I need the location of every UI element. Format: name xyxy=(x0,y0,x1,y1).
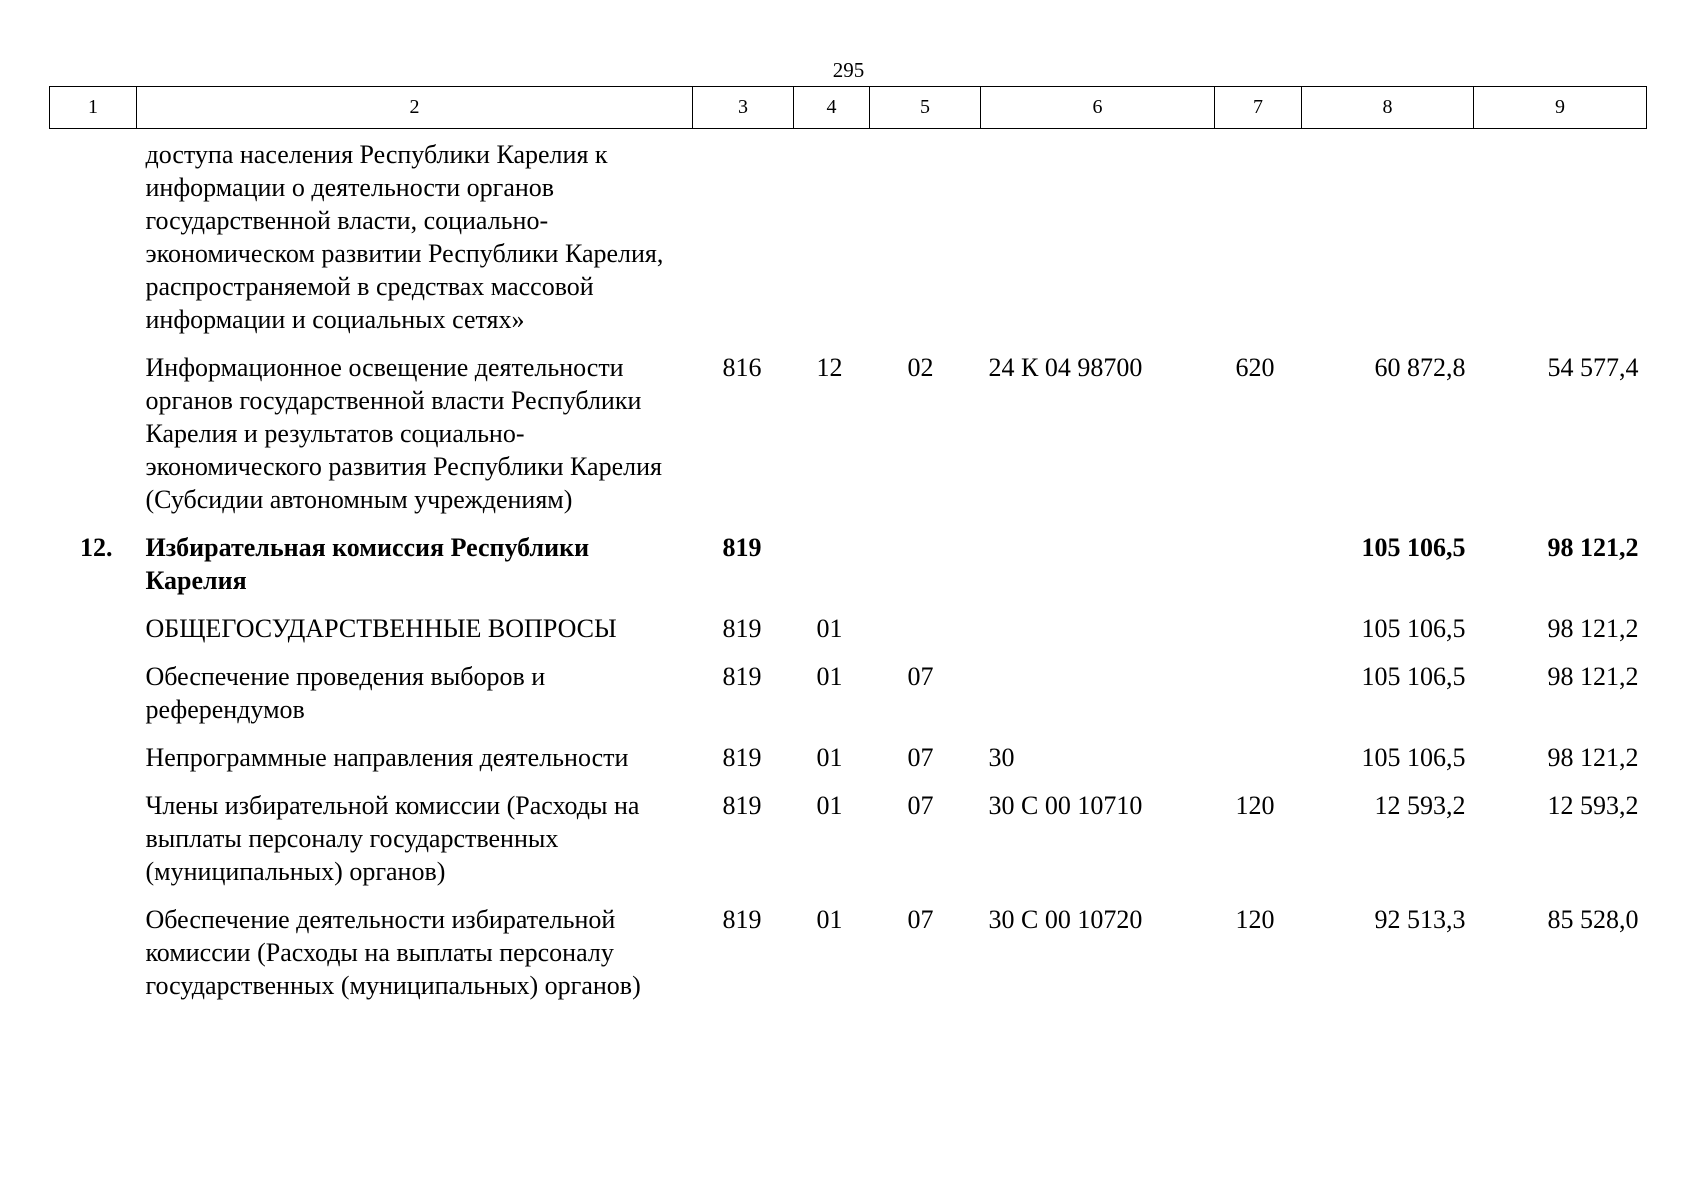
row-amount-col8: 60 872,8 xyxy=(1374,353,1466,382)
row-code-target xyxy=(981,531,1215,612)
row-amount-col9: 54 577,4 xyxy=(1547,353,1639,382)
column-header-4: 4 xyxy=(794,87,870,129)
column-header-6: 6 xyxy=(981,87,1215,129)
row-code-section: 12 xyxy=(816,353,843,382)
row-name: Непрограммные направления деятельности xyxy=(145,743,629,772)
row-code-admin: 819 xyxy=(722,614,762,643)
row-name: Информационное освещение деятельности органов государственной власти Республики Карелия и результатов социально-экономического развития Республики Карелия (Субсидии автономным учреждениям) xyxy=(145,353,662,514)
row-code-admin xyxy=(693,129,794,352)
row-number xyxy=(50,612,137,660)
row-code-section: 01 xyxy=(816,662,843,691)
row-name: Обеспечение проведения выборов и референдумов xyxy=(145,662,546,724)
row-code-target: 30 xyxy=(988,743,1015,772)
row-code-admin: 816 xyxy=(722,353,762,382)
row-code-subsection xyxy=(870,531,981,612)
row-code-subsection xyxy=(870,129,981,352)
row-code-subsection xyxy=(870,612,981,660)
row-number: 12. xyxy=(80,533,113,562)
row-code-section: 01 xyxy=(816,743,843,772)
row-code-section xyxy=(794,531,870,612)
row-number xyxy=(50,903,137,1017)
column-header-3: 3 xyxy=(693,87,794,129)
column-header-2: 2 xyxy=(137,87,693,129)
column-header-7: 7 xyxy=(1215,87,1302,129)
row-name: Члены избирательной комиссии (Расходы на выплаты персоналу государственных (муниципальных) органов) xyxy=(145,791,640,886)
row-number xyxy=(50,789,137,903)
row-code-target: 24 К 04 98700 xyxy=(988,353,1143,382)
row-amount-col8: 105 106,5 xyxy=(1361,662,1466,691)
row-amount-col9: 98 121,2 xyxy=(1547,662,1639,691)
row-code-target: 30 С 00 10710 xyxy=(988,791,1143,820)
row-code-expense: 120 xyxy=(1235,905,1275,934)
column-header-8: 8 xyxy=(1302,87,1474,129)
table-row xyxy=(50,660,1647,741)
row-code-target xyxy=(981,129,1215,352)
column-header-5: 5 xyxy=(870,87,981,129)
row-code-target: 30 С 00 10720 xyxy=(988,905,1143,934)
budget-table xyxy=(49,86,1647,1017)
row-amount-col8: 12 593,2 xyxy=(1374,791,1466,820)
row-code-target xyxy=(981,660,1215,741)
row-amount-col8 xyxy=(1302,129,1474,352)
row-amount-col8: 105 106,5 xyxy=(1361,743,1466,772)
row-code-admin: 819 xyxy=(722,743,762,772)
row-number xyxy=(50,129,137,352)
table-row xyxy=(50,789,1647,903)
row-code-admin: 819 xyxy=(722,791,762,820)
row-amount-col9: 98 121,2 xyxy=(1547,533,1639,562)
row-amount-col9: 12 593,2 xyxy=(1547,791,1639,820)
row-code-target xyxy=(981,612,1215,660)
column-header-9: 9 xyxy=(1474,87,1647,129)
table-row xyxy=(50,903,1647,1017)
row-code-subsection: 07 xyxy=(907,743,934,772)
row-code-expense xyxy=(1215,741,1302,789)
row-code-expense: 620 xyxy=(1235,353,1275,382)
table-row xyxy=(50,741,1647,789)
row-name: Избирательная комиссия Республики Карелия xyxy=(145,533,590,595)
row-number xyxy=(50,741,137,789)
row-amount-col9: 98 121,2 xyxy=(1547,614,1639,643)
row-name: Обеспечение деятельности избирательной комиссии (Расходы на выплаты персоналу государственных (муниципальных) органов) xyxy=(145,905,641,1000)
row-code-expense xyxy=(1215,531,1302,612)
row-code-subsection: 07 xyxy=(907,791,934,820)
row-code-expense xyxy=(1215,660,1302,741)
row-code-admin: 819 xyxy=(722,533,762,562)
row-code-subsection: 02 xyxy=(907,353,934,382)
page-number: 295 xyxy=(832,58,865,82)
row-name: ОБЩЕГОСУДАРСТВЕННЫЕ ВОПРОСЫ xyxy=(145,614,617,643)
row-number xyxy=(50,351,137,531)
table-row xyxy=(50,612,1647,660)
row-code-section: 01 xyxy=(816,905,843,934)
row-amount-col9: 98 121,2 xyxy=(1547,743,1639,772)
row-code-admin: 819 xyxy=(722,905,762,934)
row-code-expense: 120 xyxy=(1235,791,1275,820)
row-code-admin: 819 xyxy=(722,662,762,691)
row-amount-col8: 92 513,3 xyxy=(1374,905,1466,934)
row-code-section: 01 xyxy=(816,614,843,643)
table-row xyxy=(50,351,1647,531)
row-amount-col8: 105 106,5 xyxy=(1361,614,1466,643)
row-amount-col8: 105 106,5 xyxy=(1361,533,1466,562)
row-code-subsection: 07 xyxy=(907,905,934,934)
row-code-section xyxy=(794,129,870,352)
row-code-section: 01 xyxy=(816,791,843,820)
row-code-expense xyxy=(1215,612,1302,660)
column-number-header-row xyxy=(50,87,1647,129)
row-code-expense xyxy=(1215,129,1302,352)
table-row xyxy=(50,129,1647,352)
row-name: доступа населения Республики Карелия к информации о деятельности органов государственной власти, социально-экономическом развитии Республики Карелия, распространяемой в средствах массовой информации и социальных сетях» xyxy=(145,140,664,334)
row-code-subsection: 07 xyxy=(907,662,934,691)
row-amount-col9 xyxy=(1474,129,1647,352)
row-amount-col9: 85 528,0 xyxy=(1547,905,1639,934)
column-header-1: 1 xyxy=(50,87,137,129)
row-number xyxy=(50,660,137,741)
table-row xyxy=(50,531,1647,612)
